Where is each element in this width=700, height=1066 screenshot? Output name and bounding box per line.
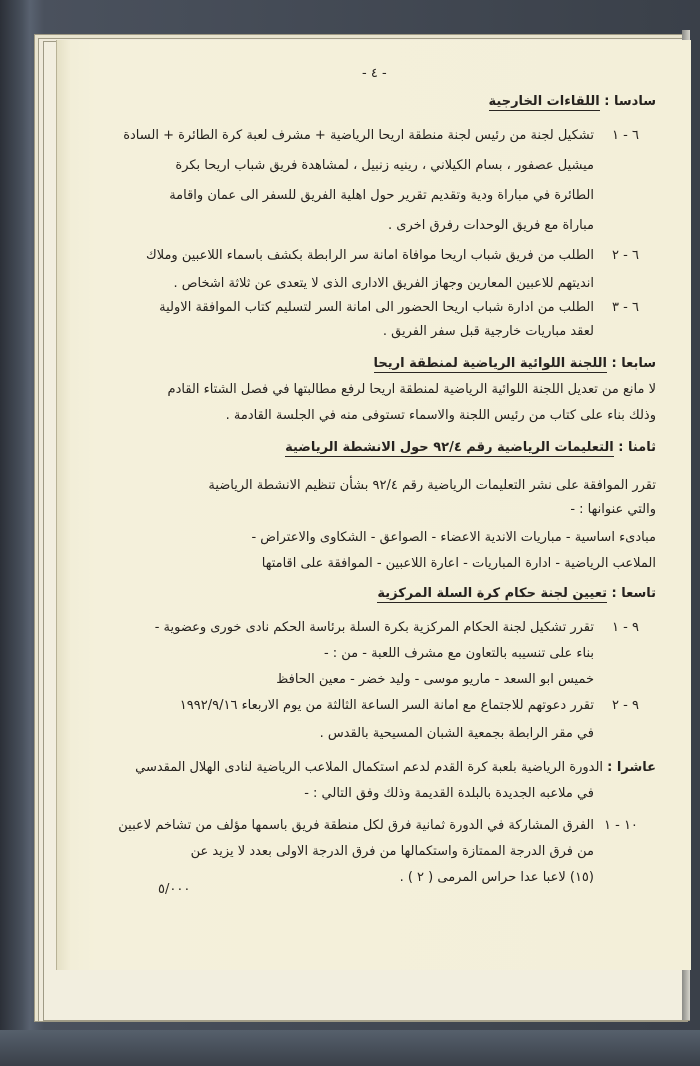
- item-6-3-line-2: لعقد مباريات خارجية قبل سفر الفريق .: [382, 324, 594, 339]
- section-tenth-line-2: في ملاعبه الجديدة بالبلدة القديمة وذلك وفق التالي : -: [304, 786, 594, 801]
- item-6-1-line-4: مباراة مع فريق الوحدات رفرق اخرى .: [388, 218, 594, 233]
- section-eighth-heading: التعليمات الرياضية رقم ٩٢/٤ حول الانشطة الرياضية: [285, 440, 614, 455]
- item-6-2-line-2: انديتهم للاعبين المعارين وجهاز الفريق الادارى الذى لا يتعدى عن ثلاثة اشخاص .: [173, 276, 594, 291]
- section-sixth-header: [489, 92, 656, 112]
- section-seventh-header: [374, 354, 656, 374]
- item-6-3-line-1: الطلب من ادارة شباب اريحا الحضور الى امانة السر لتسليم كتاب الموافقة الاولية: [159, 300, 594, 315]
- section-ninth-label: تاسعا :: [611, 586, 656, 601]
- footer-reference: ٥/٠٠٠: [158, 882, 191, 897]
- item-10-1-line-1: الفرق المشاركة في الدورة ثمانية فرق لكل منطقة فريق باسمها مؤلف من تشاخم لاعبين: [118, 818, 594, 833]
- section-seventh-label: سابعا :: [611, 356, 656, 371]
- section-eighth-line-2: والتي عنوانها : -: [570, 502, 656, 517]
- section-eighth-line-1: تقرر الموافقة على نشر التعليمات الرياضية رقم ٩٢/٤ بشأن تنظيم الانشطة الرياضية: [208, 478, 656, 493]
- item-10-1-number: ١٠ - ١: [604, 818, 638, 833]
- item-6-1-number: ٦ - ١: [612, 128, 639, 143]
- item-9-1-number: ٩ - ١: [612, 620, 639, 635]
- item-9-1-line-1: تقرر تشكيل لجنة الحكام المركزية بكرة السلة برئاسة الحكم نادى خورى وعضوية -: [154, 620, 594, 635]
- item-9-1-line-3: خميس ابو السعد - ماريو موسى - وليد خضر - معين الحافظ: [276, 672, 594, 687]
- item-6-2-line-1: الطلب من فريق شباب اريحا موافاة امانة سر الرابطة بكشف باسماء اللاعبين وملاك: [145, 248, 594, 263]
- section-eighth-header: [285, 438, 656, 458]
- section-eighth-line-3: مبادىء اساسية - مباريات الاندية الاعضاء - الصواعق - الشكاوى والاعتراض -: [251, 530, 656, 545]
- page-number: - ٤ -: [362, 66, 387, 81]
- document-body: [100, 62, 656, 942]
- item-9-2-line-2: في مقر الرابطة بجمعية الشبان المسيحية بالقدس .: [319, 726, 594, 741]
- item-10-1-line-3: (١٥) لاعبا عدا حراس المرمى ( ٢ ) .: [399, 870, 594, 885]
- item-6-1-line-2: ميشيل عصفور ، بسام الكيلاني ، رينيه زنبيل ، لمشاهدة فريق شباب اريحا بكرة: [175, 158, 594, 173]
- section-seventh-line-2: وذلك بناء على كتاب من رئيس اللجنة والاسماء تستوفى منه في الجلسة القادمة .: [225, 408, 656, 423]
- section-eighth-label: ثامنا :: [618, 440, 656, 455]
- item-6-1-line-1: تشكيل لجنة من رئيس لجنة منطقة اريحا الرياضية + مشرف لعبة كرة الطائرة + السادة: [123, 128, 594, 143]
- item-6-2-number: ٦ - ٢: [612, 248, 639, 263]
- section-ninth-heading: تعيين لجنة حكام كرة السلة المركزية: [377, 586, 607, 601]
- item-9-2-number: ٩ - ٢: [612, 698, 639, 713]
- item-9-1-line-2: بناء على تنسيبه بالتعاون مع مشرف اللعبة - من : -: [323, 646, 594, 661]
- item-10-1-line-2: من فرق الدرجة الممتازة واستكمالها من فرق الدرجة الاولى بعدد لا يزيد عن: [190, 844, 594, 859]
- section-seventh-heading: اللجنة اللوائية الرياضية لمنطقة اريحا: [373, 356, 607, 371]
- binder-cover-bottom: [0, 1030, 700, 1066]
- section-tenth-label: عاشرا :: [607, 760, 656, 775]
- section-seventh-line-1: لا مانع من تعديل اللجنة اللوائية الرياضية لمنطقة اريحا لرفع مطالبتها في فصل الشتاء القادم: [167, 382, 656, 397]
- section-sixth-heading: اللقاءات الخارجية: [488, 94, 600, 109]
- item-6-1-line-3: الطائرة في مباراة ودية وتقديم تقرير حول اهلية الفريق للسفر الى عمان واقامة: [169, 188, 594, 203]
- item-9-2-line-1: تقرر دعوتهم للاجتماع مع امانة السر الساعة الثالثة من يوم الاربعاء ١٩٩٢/٩/١٦: [179, 698, 594, 713]
- section-eighth-line-4: الملاعب الرياضية - ادارة المباريات - اعارة اللاعبين - الموافقة على اقامتها: [261, 556, 656, 571]
- section-sixth-label: سادسا :: [604, 94, 656, 109]
- section-tenth-line-1: [135, 758, 656, 778]
- section-tenth-text: الدورة الرياضية بلعبة كرة القدم لدعم استكمال الملاعب الرياضية لنادى الهلال المقدسي: [135, 760, 604, 775]
- section-ninth-header: [377, 584, 656, 604]
- item-6-3-number: ٦ - ٣: [612, 300, 639, 315]
